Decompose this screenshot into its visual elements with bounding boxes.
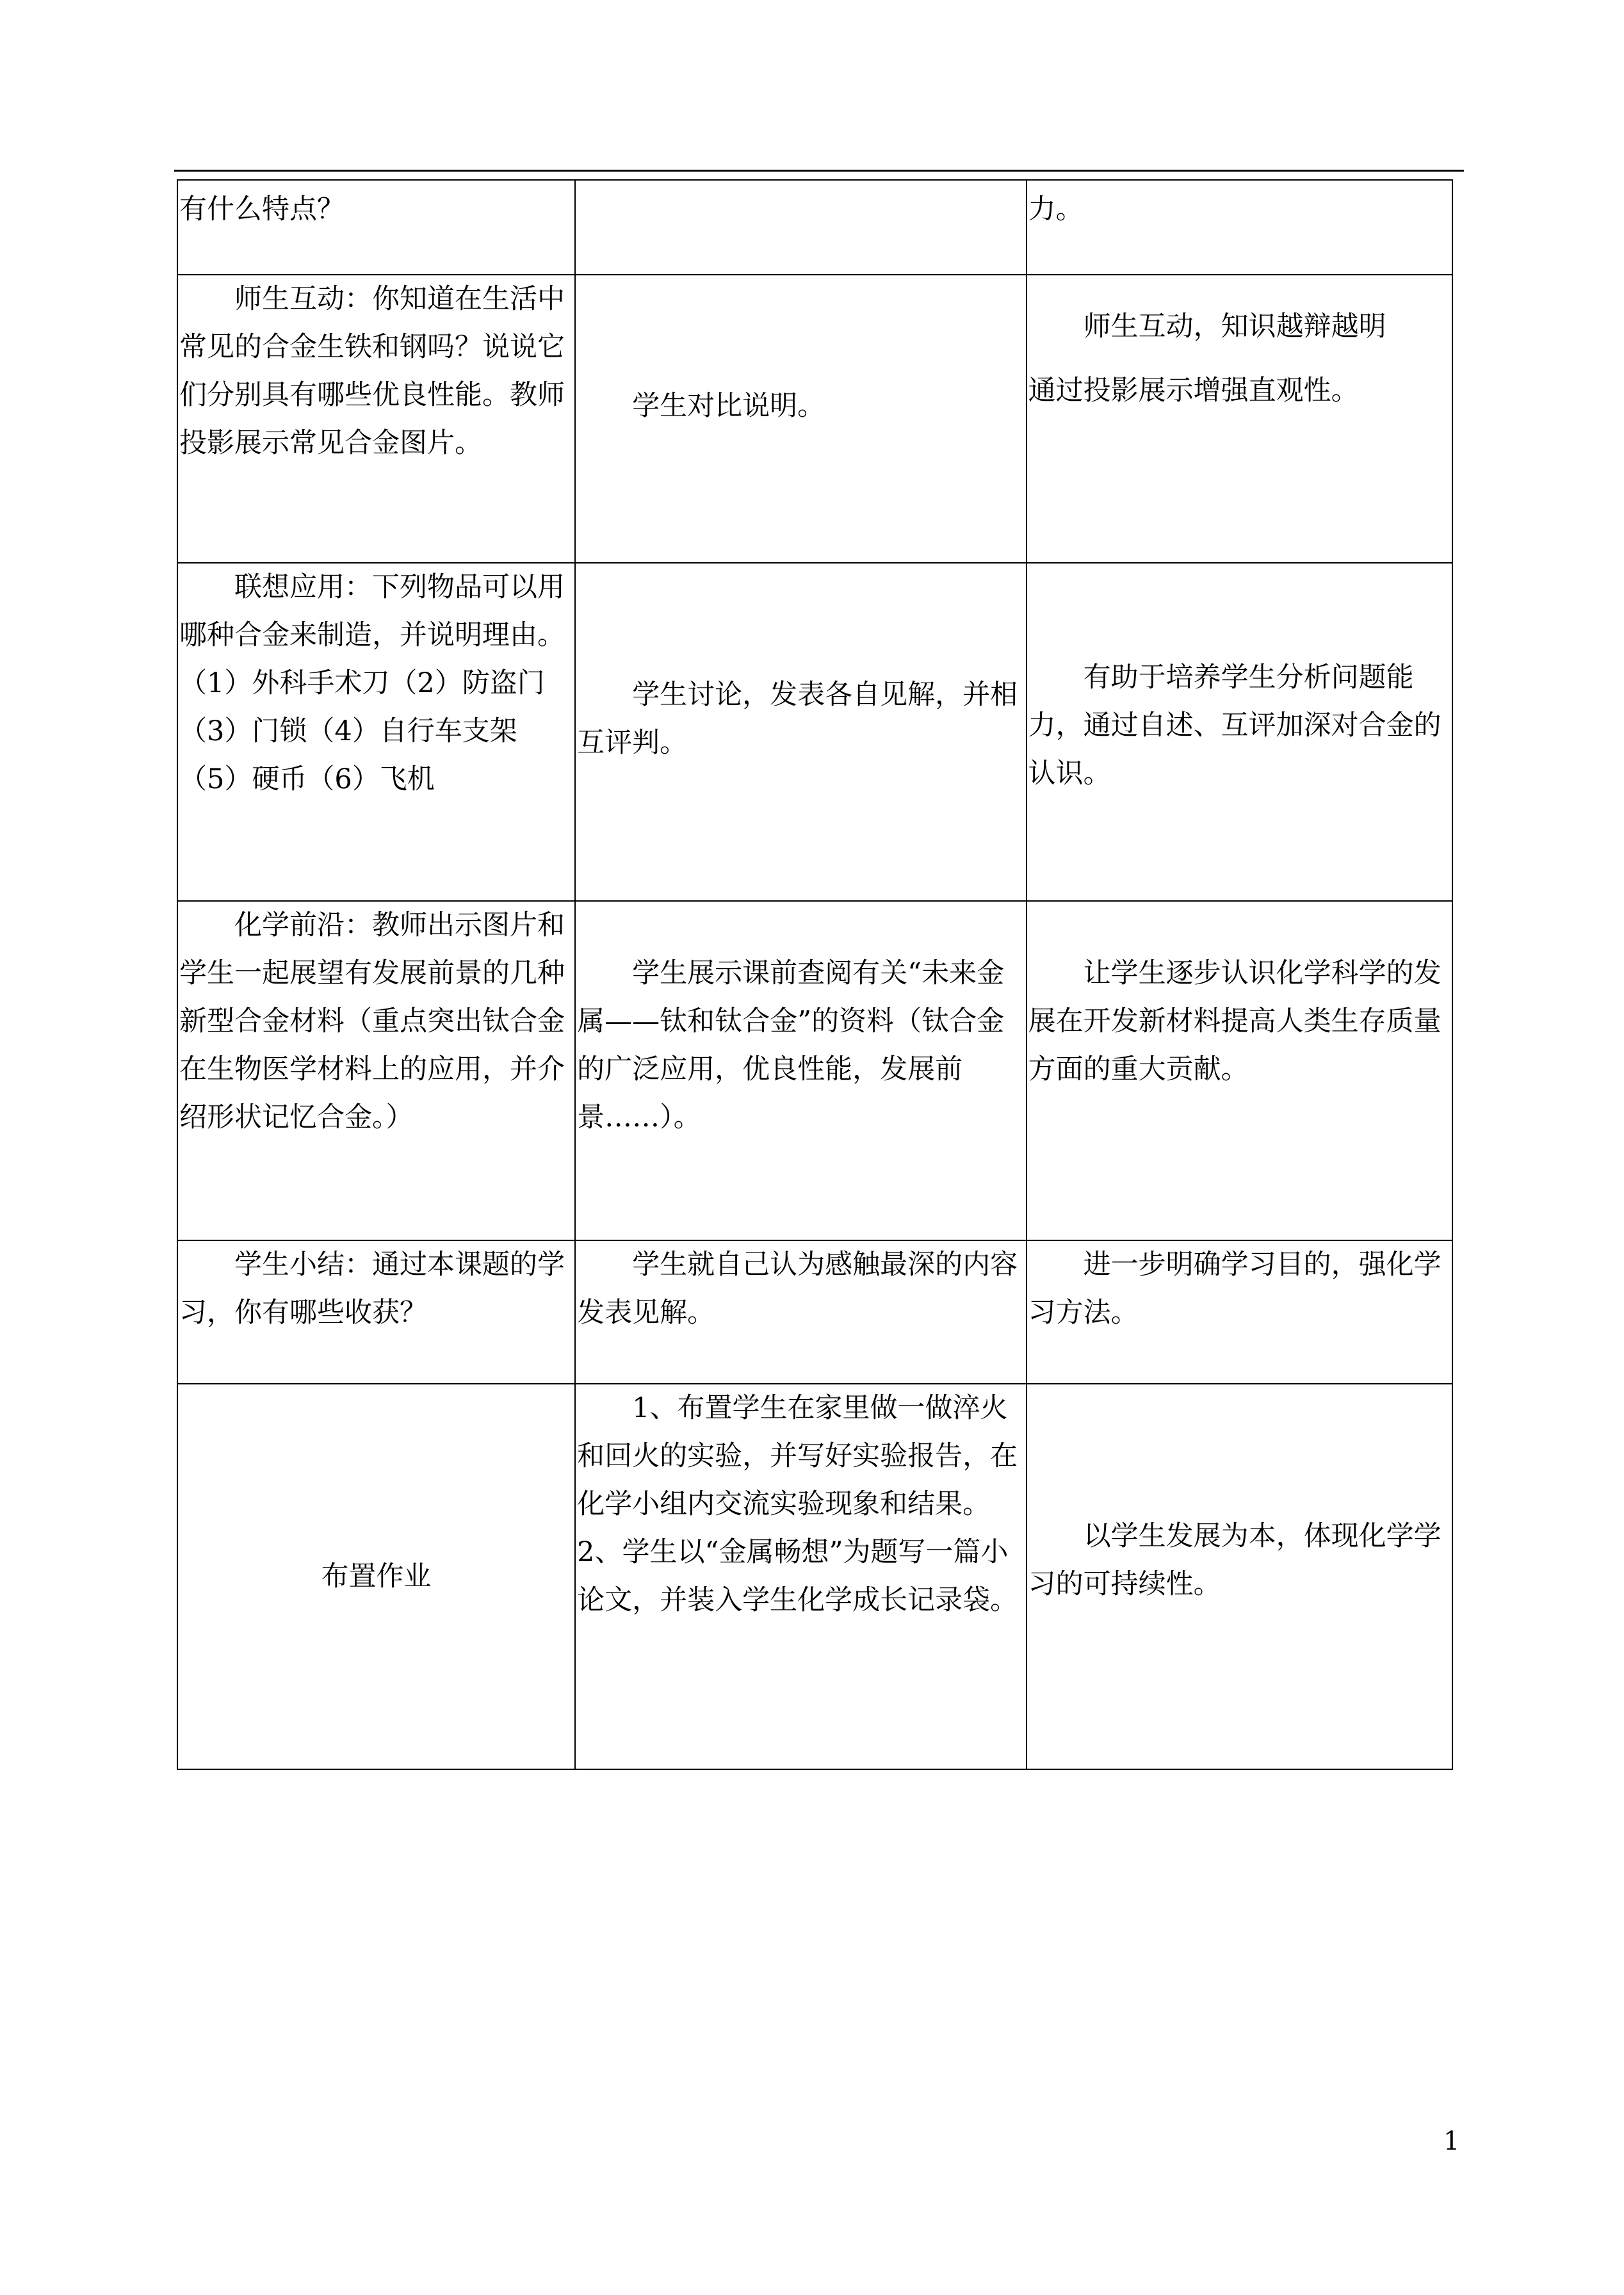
table-cell	[1027, 275, 1452, 563]
table-row	[177, 1240, 1452, 1384]
table-cell	[575, 1240, 1027, 1384]
cell-text: 力。	[1028, 193, 1084, 225]
cell-text: 学生讨论，发表各自见解，并相互评判。	[577, 679, 1018, 759]
table-cell	[575, 180, 1027, 275]
table-cell	[177, 901, 575, 1240]
table-row	[177, 563, 1452, 901]
table-row	[177, 1384, 1452, 1769]
cell-text: 师生互动：你知道在生活中常见的合金生铁和钢吗？说说它们分别具有哪些优良性能。教师投影展示常见合金图片。	[179, 283, 565, 459]
table-cell	[1027, 563, 1452, 901]
cell-text: 学生展示课前查阅有关“未来金属——钛和钛合金”的资料（钛合金的广泛应用，优良性能，发展前景……）。	[577, 957, 1005, 1133]
table-cell	[177, 180, 575, 275]
cell-text: 师生互动，知识越辩越明 通过投影展示增强直观性。	[1028, 311, 1386, 407]
header-rule	[174, 170, 1464, 172]
table-row	[177, 180, 1452, 275]
cell-text: 有什么特点？	[179, 193, 345, 225]
table-cell	[177, 563, 575, 901]
cell-text: 1、布置学生在家里做一做淬火和回火的实验，并写好实验报告，在化学小组内交流实验现象和结果。 2、学生以“金属畅想”为题写一篇小论文，并装入学生化学成长记录袋。	[577, 1392, 1018, 1616]
table-cell	[177, 1240, 575, 1384]
table-row	[177, 901, 1452, 1240]
table-cell	[575, 901, 1027, 1240]
cell-text: 进一步明确学习目的，强化学习方法。	[1028, 1249, 1441, 1329]
table-cell	[575, 275, 1027, 563]
cell-text: 联想应用：下列物品可以用哪种合金来制造，并说明理由。 （1）外科手术刀（2）防盗门（3）门锁（4）自行车支架（5）硬币（6）飞机	[179, 571, 565, 795]
cell-text: 有助于培养学生分析问题能力，通过自述、互评加深对合金的认识。	[1028, 661, 1441, 790]
table-cell	[1027, 901, 1452, 1240]
cell-text: 学生对比说明。	[632, 389, 825, 422]
cell-text: 布置作业	[321, 1560, 432, 1593]
table-cell	[575, 563, 1027, 901]
table-cell	[1027, 180, 1452, 275]
cell-text: 学生小结：通过本课题的学习，你有哪些收获？	[179, 1249, 565, 1329]
table-cell	[1027, 1384, 1452, 1769]
lesson-table	[177, 179, 1453, 1770]
cell-text: 以学生发展为本，体现化学学习的可持续性。	[1028, 1520, 1441, 1600]
cell-text: 学生就自己认为感触最深的内容发表见解。	[577, 1249, 1018, 1329]
cell-text: 让学生逐步认识化学科学的发展在开发新材料提高人类生存质量方面的重大贡献。	[1028, 957, 1441, 1085]
table-row	[177, 275, 1452, 563]
cell-text: 化学前沿：教师出示图片和学生一起展望有发展前景的几种新型合金材料（重点突出钛合金在生物医学材料上的应用，并介绍形状记忆合金。）	[179, 909, 565, 1133]
table-cell	[1027, 1240, 1452, 1384]
table-cell	[177, 1384, 575, 1769]
table-cell	[575, 1384, 1027, 1769]
page-number: 1	[1443, 2127, 1460, 2156]
table-cell	[177, 275, 575, 563]
